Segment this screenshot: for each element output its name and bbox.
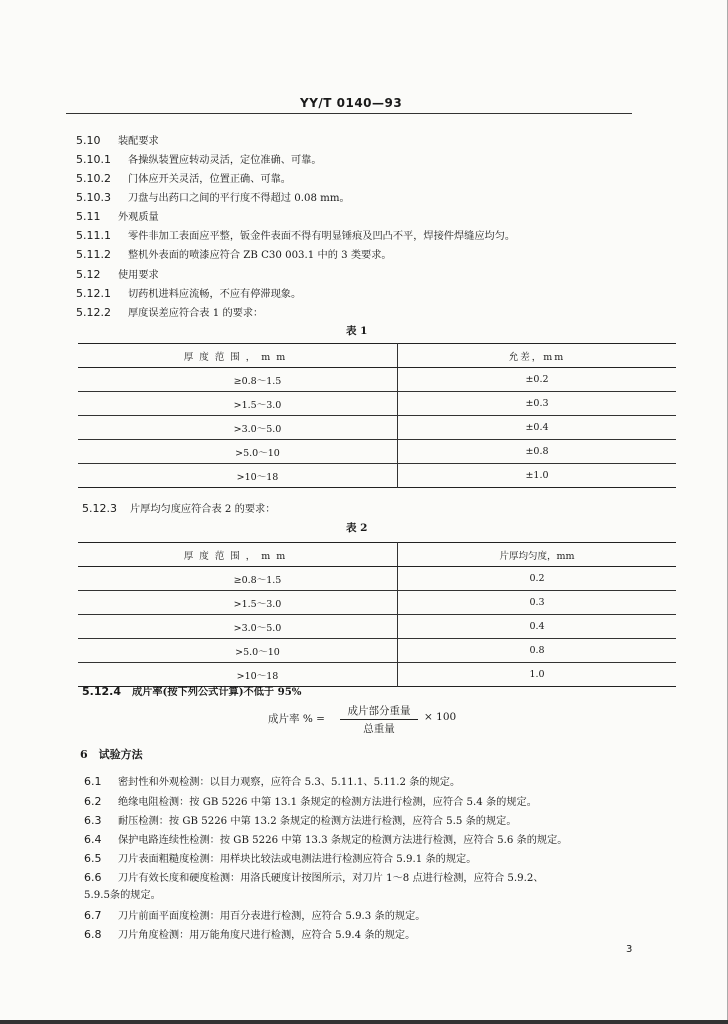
clause-5-12-1: 5.12.1 切药机进料应流畅，不应有停滞现象。: [76, 287, 302, 300]
table-row: [78, 416, 676, 440]
table-cell: >10～18: [78, 464, 398, 488]
table-row: [78, 440, 676, 464]
table-cell: 0.2: [398, 567, 677, 591]
clause-5-10: 5.10 装配要求: [76, 134, 159, 147]
clause-5-11-2: 5.11.2 整机外表面的喷漆应符合 ZB C30 003.1 中的 3 类要求。: [76, 248, 392, 261]
table-cell: ±0.8: [398, 440, 677, 464]
table-cell: >3.0～5.0: [78, 615, 398, 639]
table-header-cell: 片厚均匀度，mm: [398, 543, 677, 567]
clause-6-8: 6.8 刀片角度检测：用万能角度尺进行检测，应符合 5.9.4 条的规定。: [84, 928, 416, 941]
table-cell: 0.4: [398, 615, 677, 639]
table-cell: ±1.0: [398, 464, 677, 488]
clause-6-4: 6.4 保护电路连续性检测：按 GB 5226 中第 13.3 条规定的检测方法进行检测，应符合 5.6 条的规定。: [84, 833, 568, 846]
formula-numerator: 成片部分重量: [340, 703, 418, 720]
table-cell: >5.0～10: [78, 639, 398, 663]
table-cell: >5.0～10: [78, 440, 398, 464]
clause-5-10-3: 5.10.3 刀盘与出药口之间的平行度不得超过 0.08 mm。: [76, 191, 350, 204]
clause-5-12-4: 5.12.4 成片率(按下列公式计算)不低于 95%: [82, 685, 302, 698]
clause-6-1: 6.1 密封性和外观检测：以目力观察，应符合 5.3、5.11.1、5.11.2 条的规定。: [84, 775, 461, 788]
formula-lhs: 成片率 % =: [268, 713, 325, 725]
table-cell: >1.5～3.0: [78, 591, 398, 615]
table-row: [78, 615, 676, 639]
table-header-row: [78, 344, 676, 368]
page-number: 3: [626, 944, 633, 955]
clause-5-12-3: 5.12.3 片厚均匀度应符合表 2 的要求：: [82, 502, 276, 515]
clause-5-11: 5.11 外观质量: [76, 210, 159, 223]
clause-6-7: 6.7 刀片前面平面度检测：用百分表进行检测，应符合 5.9.3 条的规定。: [84, 909, 426, 922]
table-row: [78, 639, 676, 663]
table2-caption: 表 2: [346, 522, 368, 534]
table-cell: ≥0.8～1.5: [78, 368, 398, 392]
table1-caption: 表 1: [346, 325, 368, 337]
clause-5-10-1: 5.10.1 各操纵装置应转动灵活，定位准确、可靠。: [76, 153, 322, 166]
table-cell: ±0.3: [398, 392, 677, 416]
table-cell: ±0.4: [398, 416, 677, 440]
table-header-cell: 允差，mm: [398, 344, 677, 368]
table-cell: ≥0.8～1.5: [78, 567, 398, 591]
document-code: YY/T 0140—93: [300, 96, 403, 110]
table-header-cell: 厚度范围，mm: [78, 344, 398, 368]
table1: [78, 343, 676, 488]
clause-5-10-2: 5.10.2 门体应开关灵活，位置正确、可靠。: [76, 172, 291, 185]
scan-bottom-edge: [0, 1020, 728, 1024]
table-cell: 1.0: [398, 663, 677, 687]
table-cell: 0.8: [398, 639, 677, 663]
table-cell: ±0.2: [398, 368, 677, 392]
table-row: [78, 464, 676, 488]
table-header-row: [78, 543, 676, 567]
formula-fraction: [340, 703, 418, 736]
table-row: [78, 591, 676, 615]
table-cell: >1.5～3.0: [78, 392, 398, 416]
table-row: [78, 392, 676, 416]
clause-5-12: 5.12 使用要求: [76, 268, 159, 281]
clause-6-5: 6.5 刀片表面粗糙度检测：用样块比较法或电测法进行检测应符合 5.9.1 条的规定。: [84, 852, 477, 865]
table-cell: 0.3: [398, 591, 677, 615]
formula-rhs: × 100: [424, 711, 457, 723]
clause-6-3: 6.3 耐压检测：按 GB 5226 中第 13.2 条规定的检测方法进行检测，应符合 5.5 条的规定。: [84, 814, 517, 827]
clause-5-11-1: 5.11.1 零件非加工表面应平整，钣金件表面不得有明显锤痕及凹凸不平，焊接件焊缝应均匀。: [76, 229, 516, 242]
table2: [78, 542, 676, 687]
table-row: [78, 368, 676, 392]
clause-5-12-2: 5.12.2 厚度误差应符合表 1 的要求：: [76, 306, 264, 319]
section-6-title: 6 试验方法: [80, 748, 143, 761]
table-cell: >10～18: [78, 663, 398, 687]
clause-6-2: 6.2 绝缘电阻检测：按 GB 5226 中第 13.1 条规定的检测方法进行检测，应符合 5.4 条的规定。: [84, 795, 537, 808]
clause-6-6-continued: 5.9.5条的规定。: [84, 890, 161, 901]
table-row: [78, 567, 676, 591]
table-header-cell: 厚度范围，mm: [78, 543, 398, 567]
formula-denominator: 总重量: [363, 723, 395, 735]
table-cell: >3.0～5.0: [78, 416, 398, 440]
clause-6-6: 6.6 刀片有效长度和硬度检测：用洛氏硬度计按图所示，对刀片 1～8 点进行检测，应符合 5.9.2、: [84, 871, 544, 884]
header-rule: [66, 113, 632, 114]
table-row: [78, 663, 676, 687]
